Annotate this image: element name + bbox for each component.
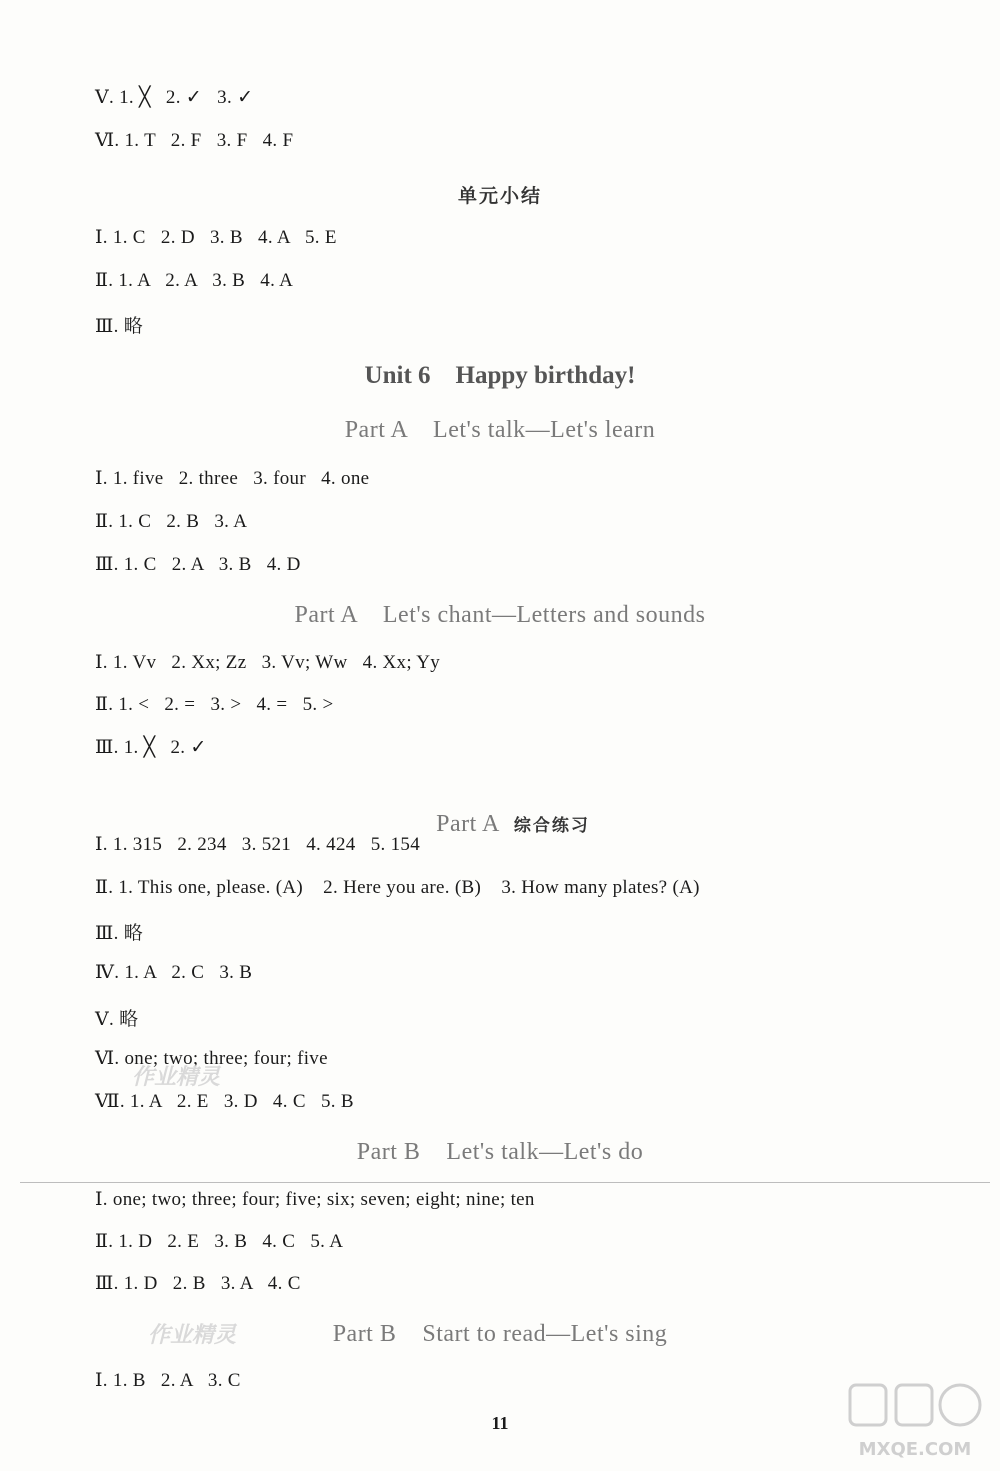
answer-line: Ⅱ. 1. < 2. = 3. > 4. = 5. > (95, 694, 334, 715)
answer-line: Ⅰ. 1. five 2. three 3. four 4. one (95, 468, 370, 489)
answer-line: Ⅲ. 1. ╳ 2. ✓ (95, 737, 207, 758)
answer-line: Ⅱ. 1. This one, please. (A) 2. Here you are. (B) 3. How many plates? (A) (95, 877, 700, 898)
part-heading: Part A Let's chant—Letters and sounds (294, 602, 706, 628)
answer-line: Ⅰ. one; two; three; four; five; six; seven; eight; nine; ten (95, 1189, 535, 1210)
part-heading: Part A Let's talk—Let's learn (344, 417, 656, 443)
faint-stamp: 作业精灵 (148, 1323, 237, 1348)
answer-line: Ⅴ. 略 (95, 1009, 139, 1030)
answer-line: Ⅱ. 1. A 2. A 3. B 4. A (95, 270, 294, 291)
answer-line: Ⅴ. 1. ╳ 2. ✓ 3. ✓ (95, 87, 254, 108)
answer-line: Ⅲ. 略 (95, 316, 144, 337)
part-heading: Part B Let's talk—Let's do (356, 1139, 644, 1165)
svg-text:MXQE.COM: MXQE.COM (858, 1439, 972, 1460)
answer-line: Ⅱ. 1. C 2. B 3. A (95, 511, 248, 532)
answer-line: Ⅰ. 1. Vv 2. Xx; Zz 3. Vv; Ww 4. Xx; Yy (95, 652, 441, 673)
answer-line: Ⅰ. 1. C 2. D 3. B 4. A 5. E (95, 227, 337, 248)
answer-line: Ⅰ. 1. 315 2. 234 3. 521 4. 424 5. 154 (95, 834, 421, 855)
part-heading: Part B Start to read—Let's sing (332, 1321, 668, 1347)
watermark-logo (840, 1377, 990, 1465)
answer-line: Ⅵ. one; two; three; four; five (95, 1048, 328, 1069)
section-heading-summary: 单元小结 (457, 185, 542, 207)
faint-stamp: 作业精灵 (132, 1065, 221, 1090)
part-heading-en: Part A (436, 811, 500, 837)
answer-line: Ⅶ. 1. A 2. E 3. D 4. C 5. B (95, 1091, 354, 1112)
answer-line: Ⅲ. 1. D 2. B 3. A 4. C (95, 1273, 301, 1294)
answer-line: Ⅵ. 1. T 2. F 3. F 4. F (95, 130, 294, 151)
watermark-logo-icon (840, 1377, 990, 1465)
scan-rule (20, 1182, 990, 1183)
answer-line: Ⅲ. 1. C 2. A 3. B 4. D (95, 554, 301, 575)
page-number: 11 (491, 1413, 509, 1433)
answer-line: Ⅳ. 1. A 2. C 3. B (95, 962, 253, 983)
answer-line: Ⅱ. 1. D 2. E 3. B 4. C 5. A (95, 1231, 344, 1252)
part-heading-cn: 综合练习 (513, 816, 590, 836)
unit-title: Unit 6 Happy birthday! (364, 362, 636, 389)
answer-line: Ⅲ. 略 (95, 923, 144, 944)
answer-line: Ⅰ. 1. B 2. A 3. C (95, 1370, 241, 1391)
